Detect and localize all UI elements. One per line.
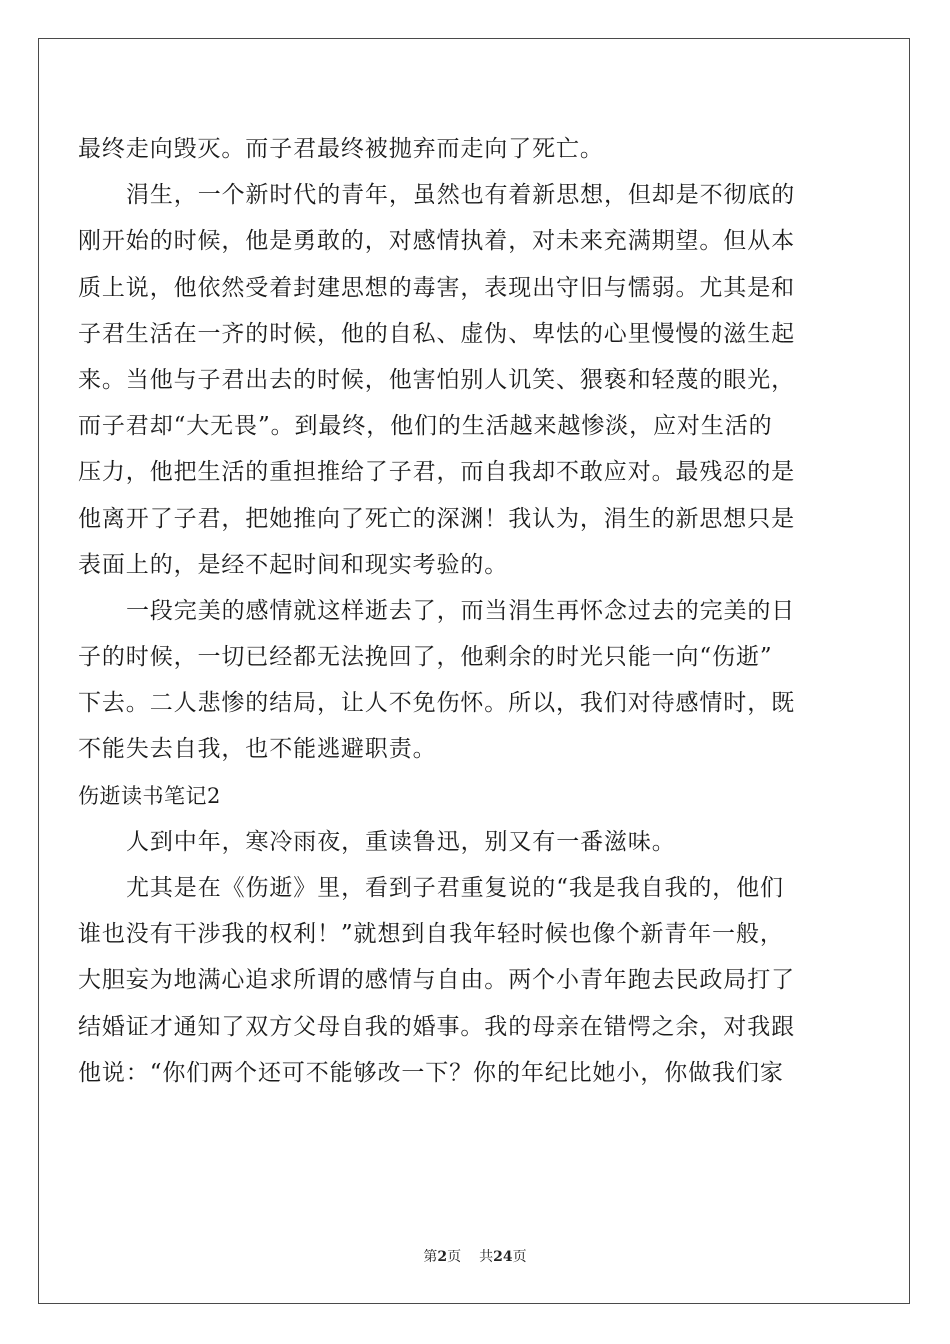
text-line: 他说：“你们两个还可不能够改一下？你的年纪比她小，你做我们家 [78, 1059, 784, 1086]
text-line: 谁也没有干涉我的权利！”就想到自我年轻时候也像个新青年一般， [78, 921, 784, 948]
text-line: 表面上的，是经不起时间和现实考验的。 [78, 551, 509, 578]
text-line: 刚开始的时候，他是勇敢的，对感情执着，对未来充满期望。但从本 [78, 228, 795, 255]
text-line: 压力，他把生活的重担推给了子君，而自我却不敢应对。最残忍的是 [78, 459, 795, 486]
text-line: 质上说，他依然受着封建思想的毒害，表现出守旧与懦弱。尤其是和 [78, 274, 795, 301]
text-line: 大胆妄为地满心追求所谓的感情与自由。两个小青年跑去民政局打了 [78, 967, 795, 994]
footer-page-total: 24 [493, 1249, 513, 1265]
text-line: 子君生活在一齐的时候，他的自私、虚伪、卑怯的心里慢慢的滋生起 [78, 320, 795, 347]
footer-page-prefix: 第 [423, 1249, 438, 1265]
text-line: 而子君却“大无畏”。到最终，他们的生活越来越惨淡，应对生活的 [78, 413, 773, 440]
footer-total-prefix: 共 [479, 1249, 494, 1265]
text-line: 他离开了子君，把她推向了死亡的深渊！我认为，涓生的新思想只是 [78, 505, 795, 532]
footer-page-unit: 页 [447, 1249, 462, 1265]
footer-page-current: 2 [437, 1249, 448, 1265]
text-line: 来。当他与子君出去的时候，他害怕别人讥笑、猥亵和轻蔑的眼光， [78, 366, 795, 393]
text-line: 最终走向毁灭。而子君最终被抛弃而走向了死亡。 [78, 136, 604, 162]
text-line: 人到中年，寒冷雨夜，重读鲁迅，别又有一番滋味。 [126, 828, 676, 855]
document-body [78, 126, 878, 1096]
text-line: 不能失去自我，也不能逃避职责。 [78, 736, 437, 763]
text-line: 子的时候，一切已经都无法挽回了，他剩余的时光只能一向“伤逝” [78, 644, 773, 671]
text-line: 一段完美的感情就这样逝去了，而当涓生再怀念过去的完美的日 [126, 597, 796, 624]
footer-total-unit: 页 [512, 1249, 527, 1265]
text-line: 结婚证才通知了双方父母自我的婚事。我的母亲在错愕之余，对我跟 [78, 1013, 795, 1040]
text-line: 涓生，一个新时代的青年，虽然也有着新思想，但却是不彻底的 [126, 182, 796, 209]
text-line: 尤其是在《伤逝》里，看到子君重复说的“我是我自我的，他们 [126, 875, 784, 901]
section-heading: 伤逝读书笔记2 [78, 783, 221, 808]
page-footer [0, 1246, 950, 1266]
text-line: 下去。二人悲惨的结局，让人不免伤怀。所以，我们对待感情时，既 [78, 690, 795, 717]
